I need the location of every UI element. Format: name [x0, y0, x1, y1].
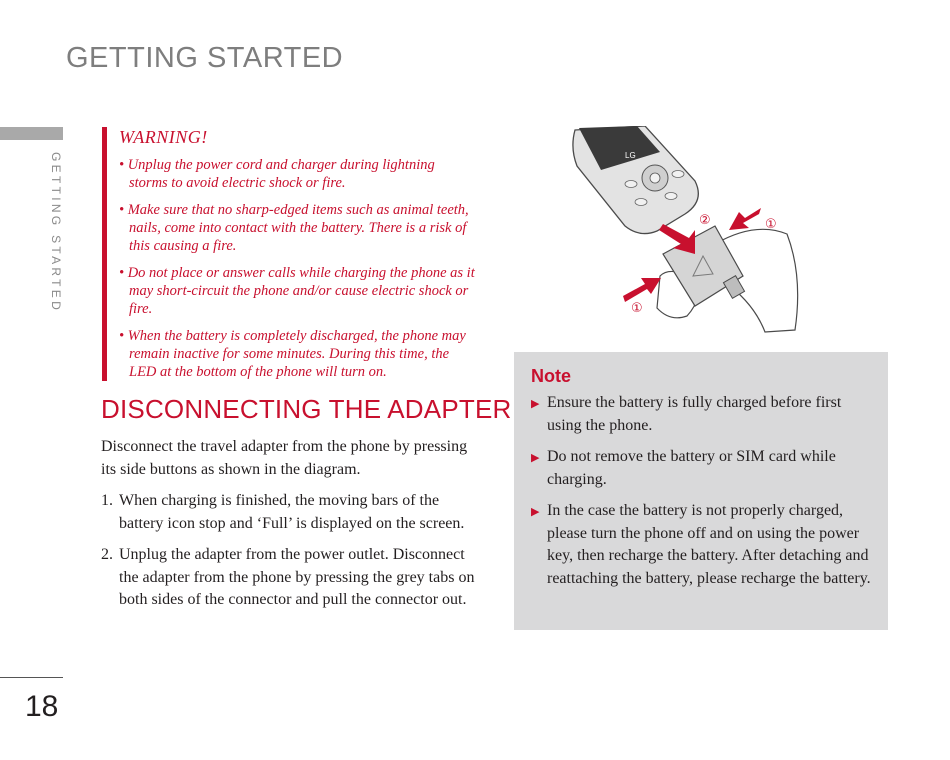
warning-item: • Do not place or answer calls while charging the phone as it may short-circuit the phone and/or cause electric shock or fire.	[119, 264, 477, 318]
phone-key	[665, 193, 677, 200]
phone-key	[672, 171, 684, 178]
step-number: 2.	[101, 546, 113, 563]
section-title: DISCONNECTING THE ADAPTER	[101, 394, 512, 424]
step-text: When charging is finished, the moving bars of the battery icon stop and ‘Full’ is displayed on the screen.	[119, 492, 465, 532]
note-title: Note	[531, 366, 571, 386]
note-text: In the case the battery is not properly charged, please turn the phone off and on using the power key, then recharge the battery. After detaching and reattaching the battery, please recharge the battery.	[547, 502, 871, 587]
side-tab-bar	[0, 127, 63, 140]
note-item	[531, 446, 874, 491]
warning-list	[119, 156, 477, 381]
note-item	[531, 500, 874, 590]
triangle-bullet-icon: ▶	[531, 452, 540, 464]
note-box	[514, 352, 888, 630]
side-section-tab: GETTING STARTED	[49, 152, 63, 314]
instructions-body	[101, 436, 481, 621]
phone-nav-center	[650, 173, 660, 183]
step-item	[101, 544, 481, 612]
note-list	[531, 392, 874, 590]
page-number: 18	[25, 690, 59, 723]
phone-key	[635, 199, 647, 206]
arrow-icon	[729, 208, 761, 230]
step-number: 1.	[101, 492, 113, 509]
warning-item: • When the battery is completely discharged, the phone may remain inactive for some minutes. During this time, the LED at the bottom of the phone will turn on.	[119, 327, 477, 381]
marker-label: ①	[631, 301, 643, 316]
adapter-disconnect-illustration	[565, 126, 815, 336]
steps-list	[101, 490, 481, 612]
warning-box	[102, 127, 477, 381]
warning-item: • Make sure that no sharp-edged items such as animal teeth, nails, come into contact with the battery. There is a risk of this causing a fire.	[119, 201, 477, 255]
intro-paragraph: Disconnect the travel adapter from the phone by pressing its side buttons as shown in the diagram.	[101, 438, 468, 478]
phone-key	[625, 181, 637, 188]
arrow-icon	[623, 278, 661, 302]
step-text: Unplug the adapter from the power outlet. Disconnect the adapter from the phone by pressing the grey tabs on both sides of the connector and pull the connector out.	[119, 546, 475, 608]
warning-title: WARNING!	[119, 127, 208, 147]
triangle-bullet-icon: ▶	[531, 506, 540, 518]
page-header: GETTING STARTED	[66, 42, 344, 74]
footer-divider	[0, 677, 63, 678]
warning-item: • Unplug the power cord and charger during lightning storms to avoid electric shock or fire.	[119, 156, 477, 192]
brand-logo: LG	[625, 151, 636, 160]
marker-label: ②	[699, 213, 711, 228]
triangle-bullet-icon: ▶	[531, 398, 540, 410]
step-item	[101, 490, 481, 535]
note-item	[531, 392, 874, 437]
note-text: Do not remove the battery or SIM card while charging.	[547, 448, 836, 488]
note-text: Ensure the battery is fully charged before first using the phone.	[547, 394, 842, 434]
marker-label: ①	[765, 217, 777, 232]
